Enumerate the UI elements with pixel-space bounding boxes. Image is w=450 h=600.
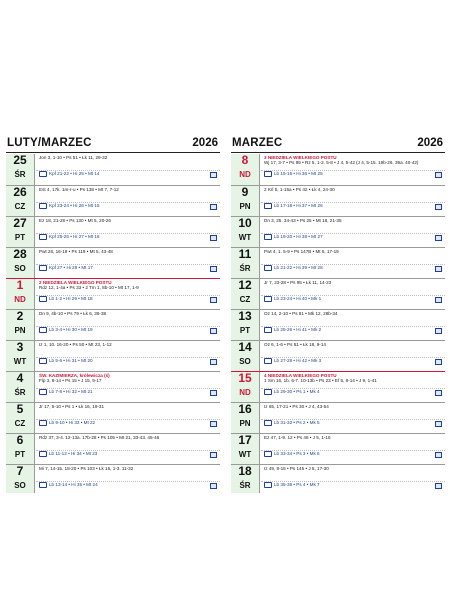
day-row bbox=[231, 371, 445, 403]
note-checkbox-icon[interactable] bbox=[210, 266, 217, 272]
day-number: 11 bbox=[238, 247, 252, 261]
weekday-label: PT bbox=[239, 326, 251, 335]
weekday-label: PT bbox=[14, 233, 26, 242]
reading-text: Dn 3, 25. 34-43 • Ps 25 • Mt 18, 21-35 bbox=[264, 218, 342, 223]
book-icon bbox=[264, 358, 272, 364]
day-number: 2 bbox=[16, 309, 24, 323]
bible-reading-text: Lb 31-32 • Ps 2 • Mk 5 bbox=[274, 420, 320, 426]
note-checkbox-icon[interactable] bbox=[435, 328, 442, 334]
note-checkbox-icon[interactable] bbox=[435, 266, 442, 272]
note-checkbox-icon[interactable] bbox=[435, 483, 442, 489]
reading-text-secondary: Flp 3, 8-14 • Ps 15 • J 15, 9-17 bbox=[39, 378, 102, 383]
weekday-label: ND bbox=[14, 295, 26, 304]
book-icon bbox=[264, 171, 272, 177]
note-checkbox-icon[interactable] bbox=[210, 359, 217, 365]
day-row bbox=[231, 185, 445, 217]
reading-text: Est 4, 17k. 1m-r-u • Ps 138 • Mt 7, 7-12 bbox=[39, 187, 119, 192]
day-row bbox=[6, 278, 220, 310]
bible-reading-text: Lb 21-22 • Hi 39 • Mt 28 bbox=[274, 265, 323, 271]
day-row bbox=[6, 464, 220, 496]
bible-reading-text: Lb 11-12 • Hi 34 • Mt 23 bbox=[49, 451, 98, 457]
note-checkbox-icon[interactable] bbox=[435, 297, 442, 303]
day-row bbox=[231, 433, 445, 465]
left-page-header bbox=[6, 133, 220, 153]
bible-reading-text: Kpf 21-22 • Hi 25 • Mt 14 bbox=[49, 171, 100, 177]
day-number: 5 bbox=[16, 402, 24, 416]
bible-reading-text: Lb 25-26 • Hi 41 • Mk 2 bbox=[274, 327, 322, 333]
day-row bbox=[231, 402, 445, 434]
reading-text: Pwt 4, 1. 5-9 • Ps 147B • Mt 5, 17-19 bbox=[264, 249, 339, 254]
weekday-label: PN bbox=[239, 202, 251, 211]
day-row bbox=[231, 154, 445, 185]
note-checkbox-icon[interactable] bbox=[210, 483, 217, 489]
bible-reading-text: Kpf 23-24 • Hi 26 • Mt 15 bbox=[49, 203, 100, 209]
bible-reading-text: Lb 17-18 • Hi 37 • Mt 26 bbox=[274, 203, 323, 209]
day-number: 26 bbox=[13, 185, 27, 199]
bible-reading bbox=[39, 482, 206, 488]
book-icon bbox=[39, 420, 47, 426]
bible-reading bbox=[264, 171, 431, 177]
day-row bbox=[6, 402, 220, 434]
day-number: 9 bbox=[241, 185, 249, 199]
book-icon bbox=[39, 389, 47, 395]
header-rule bbox=[231, 152, 445, 153]
day-number: 28 bbox=[13, 247, 27, 261]
weekday-label: ŚR bbox=[14, 170, 26, 179]
book-icon bbox=[39, 296, 47, 302]
reading-text: Mi 7, 14-15. 18-20 • Ps 103 • Łk 15, 1-3. 11-32 bbox=[39, 466, 134, 471]
bible-reading bbox=[264, 327, 431, 333]
book-icon bbox=[264, 296, 272, 302]
right-page-header bbox=[231, 133, 445, 153]
header-rule bbox=[6, 152, 220, 153]
reading-text: 2 NIEDZIELA WIELKIEGO POSTU bbox=[39, 280, 112, 285]
bible-reading bbox=[264, 296, 431, 302]
day-row bbox=[6, 340, 220, 372]
day-number: 4 bbox=[16, 371, 24, 385]
day-row bbox=[231, 216, 445, 248]
book-icon bbox=[39, 327, 47, 333]
bible-reading-text: Lb 29-30 • Ps 1 • Mk 4 bbox=[274, 389, 320, 395]
weekday-label: WT bbox=[238, 233, 252, 242]
book-icon bbox=[264, 482, 272, 488]
bible-reading-text: Lb 19-20 • Hi 38 • Mt 27 bbox=[274, 234, 323, 240]
weekday-label: ND bbox=[239, 170, 251, 179]
reading-text-secondary: Wj 17, 3-7 • Ps 95 • Rz 5, 1-2. 5-8 • J 4, 5-42 (J 4, 5-15. 19b-26. 39a. 40-42) bbox=[264, 160, 419, 165]
book-icon bbox=[39, 234, 47, 240]
reading-text: Rdz 37, 3-4. 12-13a. 17b-28 • Ps 105 • Mt 21, 33-43. 45-46 bbox=[39, 435, 160, 440]
bible-reading bbox=[264, 420, 431, 426]
day-number: 12 bbox=[238, 278, 252, 292]
note-checkbox-icon[interactable] bbox=[210, 328, 217, 334]
note-checkbox-icon[interactable] bbox=[435, 235, 442, 241]
weekday-label: WT bbox=[13, 357, 27, 366]
bible-reading bbox=[39, 171, 206, 177]
bible-reading bbox=[39, 420, 206, 426]
bible-reading bbox=[39, 327, 206, 333]
day-row bbox=[6, 371, 220, 403]
bible-reading bbox=[264, 234, 431, 240]
reading-text: Ez 47, 1-9. 12 • Ps 46 • J 5, 1-16 bbox=[264, 435, 331, 440]
reading-text: Iz 1, 10. 16-20 • Ps 50 • Mt 23, 1-12 bbox=[39, 342, 112, 347]
reading-text: 4 NIEDZIELA WIELKIEGO POSTU bbox=[264, 373, 337, 378]
day-number: 15 bbox=[238, 371, 252, 385]
note-checkbox-icon[interactable] bbox=[210, 235, 217, 241]
bible-reading-text: Kpf 27 • Hi 28 • Mt 17 bbox=[49, 265, 93, 271]
reading-text: Jr 7, 23-28 • Ps 95 • Łk 11, 14-23 bbox=[264, 280, 332, 285]
bible-reading bbox=[39, 389, 206, 395]
left-year: 2026 bbox=[192, 137, 218, 149]
note-checkbox-icon[interactable] bbox=[435, 172, 442, 178]
day-number: 8 bbox=[241, 153, 249, 167]
book-icon bbox=[264, 451, 272, 457]
weekday-label: CZ bbox=[14, 419, 26, 428]
bible-reading bbox=[264, 203, 431, 209]
bible-reading-text: Kpf 25-26 • Hi 27 • Mt 16 bbox=[49, 234, 100, 240]
note-checkbox-icon[interactable] bbox=[210, 421, 217, 427]
bible-reading bbox=[39, 358, 206, 364]
day-row bbox=[231, 340, 445, 372]
book-icon bbox=[264, 203, 272, 209]
day-number: 6 bbox=[16, 433, 24, 447]
weekday-label: SO bbox=[14, 264, 26, 273]
day-row bbox=[6, 185, 220, 217]
day-number: 3 bbox=[16, 340, 24, 354]
weekday-label: ŚR bbox=[14, 388, 26, 397]
day-number: 13 bbox=[238, 309, 252, 323]
reading-text: Dn 9, 4b-10 • Ps 79 • Łk 6, 36-38 bbox=[39, 311, 107, 316]
bible-reading-text: Lb 13-14 • Hi 35 • Mt 24 bbox=[49, 482, 98, 488]
bible-reading bbox=[264, 358, 431, 364]
book-icon bbox=[264, 265, 272, 271]
bible-reading bbox=[264, 482, 431, 488]
reading-text: Jon 3, 1-10 • Ps 51 • Łk 11, 29-32 bbox=[39, 155, 108, 160]
bible-reading-text: Lb 15-16 • Hi 36 • Mt 25 bbox=[274, 171, 323, 177]
day-row bbox=[6, 154, 220, 185]
day-row bbox=[6, 433, 220, 465]
weekday-label: ŚR bbox=[239, 264, 251, 273]
reading-text: 2 Krl 5, 1-15a • Ps 42 • Łk 4, 24-30 bbox=[264, 187, 335, 192]
day-row bbox=[231, 247, 445, 279]
book-icon bbox=[39, 203, 47, 209]
day-number: 27 bbox=[13, 216, 27, 230]
day-number: 7 bbox=[16, 464, 24, 478]
day-number: 14 bbox=[238, 340, 252, 354]
reading-text: Pwt 26, 16-19 • Ps 119 • Mt 5, 43-48 bbox=[39, 249, 113, 254]
bible-reading-text: Lb 5-6 • Hi 31 • Mt 20 bbox=[49, 358, 93, 364]
reading-text-secondary: 1 Sm 16, 1b. 6-7. 10-13b • Ps 23 • Ef 5, 8-14 • J 9, 1-41 bbox=[264, 378, 377, 383]
right-page bbox=[229, 133, 447, 493]
day-row bbox=[231, 278, 445, 310]
reading-text: Oz 14, 2-10 • Ps 81 • Mk 12, 28b-34 bbox=[264, 311, 338, 316]
note-checkbox-icon[interactable] bbox=[210, 390, 217, 396]
book-icon bbox=[39, 265, 47, 271]
bible-reading bbox=[39, 451, 206, 457]
note-checkbox-icon[interactable] bbox=[210, 297, 217, 303]
note-checkbox-icon[interactable] bbox=[210, 172, 217, 178]
book-icon bbox=[39, 482, 47, 488]
bible-reading-text: Lb 3-4 • Hi 30 • Mt 19 bbox=[49, 327, 93, 333]
day-row bbox=[6, 247, 220, 279]
bible-reading bbox=[39, 265, 206, 271]
left-month-title: LUTY/MARZEC bbox=[7, 137, 92, 149]
weekday-label: ND bbox=[239, 388, 251, 397]
bible-reading-text: Lb 1-2 • Hi 29 • Mt 18 bbox=[49, 296, 93, 302]
day-number: 25 bbox=[13, 153, 27, 167]
reading-text: Oz 6, 1-6 • Ps 51 • Łk 18, 9-14 bbox=[264, 342, 326, 347]
bible-reading bbox=[264, 451, 431, 457]
bible-reading-text: Lb 27-28 • Hi 42 • Mk 3 bbox=[274, 358, 322, 364]
reading-text: Jr 17, 5-10 • Ps 1 • Łk 16, 19-31 bbox=[39, 404, 105, 409]
weekday-label: ŚR bbox=[239, 481, 251, 490]
bible-reading bbox=[39, 234, 206, 240]
note-checkbox-icon[interactable] bbox=[435, 204, 442, 210]
day-number: 18 bbox=[238, 464, 252, 478]
book-icon bbox=[264, 420, 272, 426]
reading-text: 3 NIEDZIELA WIELKIEGO POSTU bbox=[264, 155, 337, 160]
right-year: 2026 bbox=[417, 137, 443, 149]
bible-reading-text: Lb 35-36 • Ps 4 • Mk 7 bbox=[274, 482, 320, 488]
bible-reading bbox=[264, 389, 431, 395]
reading-text: Iz 65, 17-21 • Ps 30 • J 4, 43-54 bbox=[264, 404, 329, 409]
weekday-label: PN bbox=[14, 326, 26, 335]
note-checkbox-icon[interactable] bbox=[210, 204, 217, 210]
reading-text: Ez 18, 21-28 • Ps 130 • Mt 5, 20-26 bbox=[39, 218, 111, 223]
day-number: 16 bbox=[238, 402, 252, 416]
reading-text: ŚW. KAZIMIERZA, królewicza (ś) bbox=[39, 373, 110, 378]
book-icon bbox=[264, 234, 272, 240]
weekday-label: PN bbox=[239, 419, 251, 428]
reading-text: Iz 49, 8-15 • Ps 145 • J 5, 17-30 bbox=[264, 466, 329, 471]
day-row bbox=[231, 464, 445, 496]
weekday-label: CZ bbox=[14, 202, 26, 211]
day-row bbox=[231, 309, 445, 341]
note-checkbox-icon[interactable] bbox=[435, 452, 442, 458]
bible-reading bbox=[264, 265, 431, 271]
bible-reading-text: Lb 9-10 • Hi 33 • Mt 22 bbox=[49, 420, 96, 426]
day-number: 17 bbox=[238, 433, 252, 447]
note-checkbox-icon[interactable] bbox=[435, 421, 442, 427]
book-icon bbox=[39, 171, 47, 177]
weekday-label: WT bbox=[238, 450, 252, 459]
day-row bbox=[6, 309, 220, 341]
book-icon bbox=[264, 327, 272, 333]
bible-reading-text: Lb 7-8 • Hi 32 • Mt 21 bbox=[49, 389, 93, 395]
weekday-label: PT bbox=[14, 450, 26, 459]
day-row bbox=[6, 216, 220, 248]
bible-reading bbox=[39, 203, 206, 209]
weekday-label: SO bbox=[14, 481, 26, 490]
bible-reading-text: Lb 33-34 • Ps 3 • Mk 6 bbox=[274, 451, 320, 457]
reading-text-secondary: Rdz 12, 1-4a • Ps 33 • 2 Tm 1, 8b-10 • Mt 17, 1-9 bbox=[39, 285, 139, 290]
left-page bbox=[4, 133, 222, 493]
weekday-label: SO bbox=[239, 357, 251, 366]
note-checkbox-icon[interactable] bbox=[210, 452, 217, 458]
bible-reading bbox=[39, 296, 206, 302]
book-icon bbox=[39, 358, 47, 364]
book-icon bbox=[39, 451, 47, 457]
note-checkbox-icon[interactable] bbox=[435, 359, 442, 365]
weekday-label: CZ bbox=[239, 295, 251, 304]
day-number: 1 bbox=[16, 278, 24, 292]
right-month-title: MARZEC bbox=[232, 137, 283, 149]
book-icon bbox=[264, 389, 272, 395]
bible-reading-text: Lb 23-24 • Hi 40 • Mk 1 bbox=[274, 296, 322, 302]
note-checkbox-icon[interactable] bbox=[435, 390, 442, 396]
day-number: 10 bbox=[238, 216, 252, 230]
